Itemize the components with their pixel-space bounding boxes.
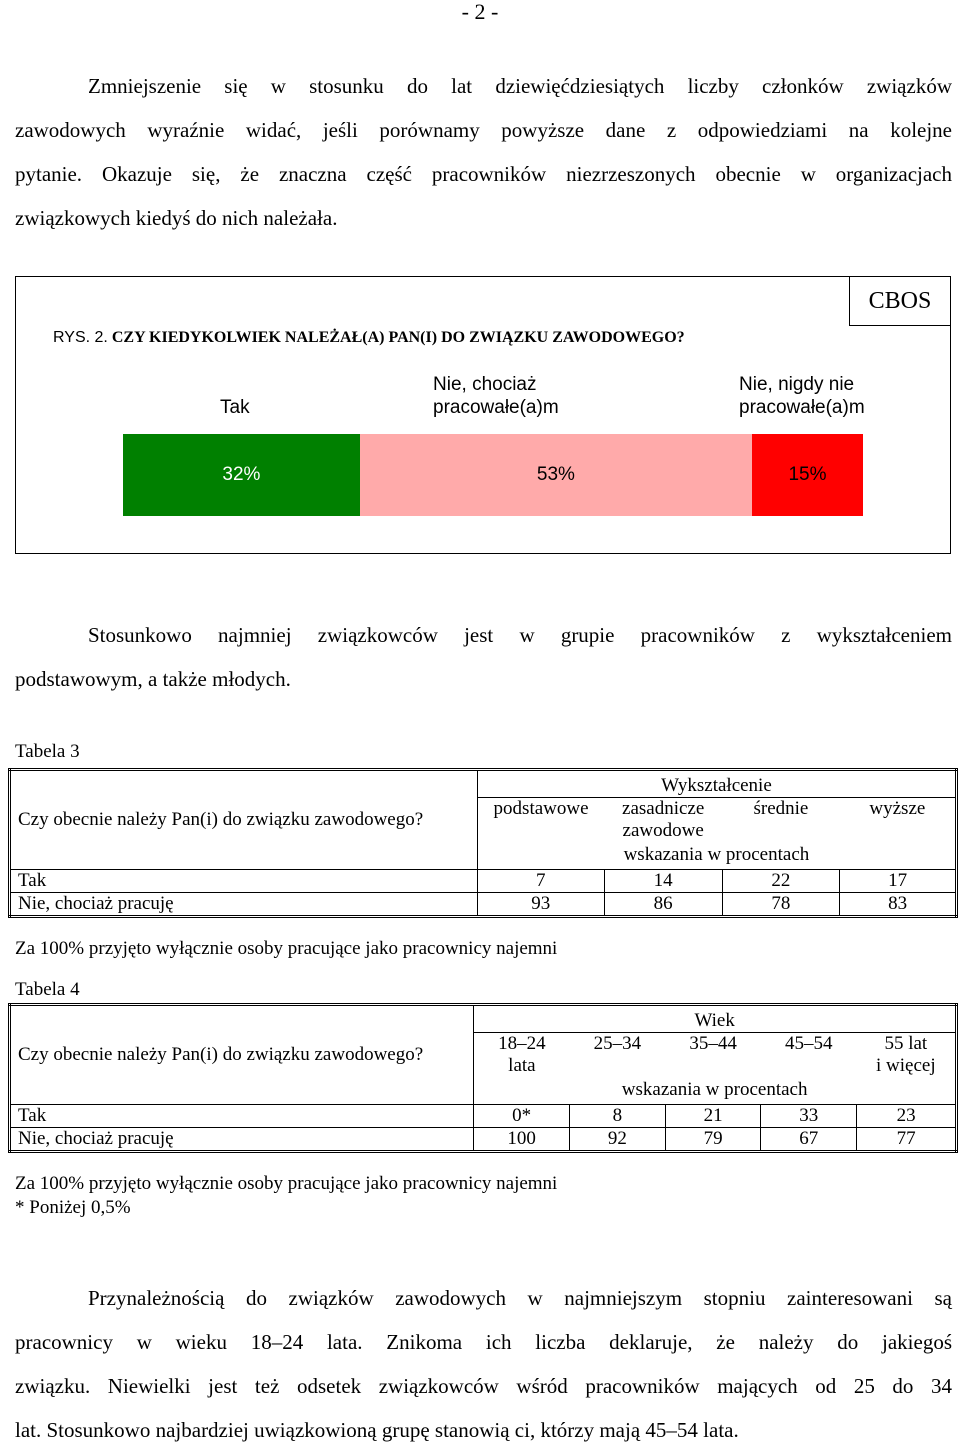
paragraph-line: pracownicy w wieku 18–24 lata. Znikoma ich liczba deklaruje, że należy do jakiegoś [15, 1330, 952, 1354]
footnote-line: * Poniżej 0,5% [15, 1197, 131, 1218]
table4-question: Czy obecnie należy Pan(i) do związku zawodowego? [10, 1005, 474, 1105]
col-header-line: średnie [753, 798, 809, 819]
table4-note [15, 1172, 557, 1220]
table4-col-header [857, 1033, 957, 1078]
table3-cell: 17 [840, 870, 957, 893]
table4-cell: 23 [857, 1105, 957, 1128]
bar-segment-nie-chociaz [360, 434, 752, 516]
col-header-line: 18–24 [498, 1033, 546, 1054]
table4-col-header [570, 1033, 666, 1078]
bar-value-label: 53% [536, 464, 575, 485]
table3-cell: 86 [604, 893, 722, 917]
col-header-line: i więcej [876, 1055, 936, 1076]
table3-cell: 22 [722, 870, 840, 893]
table3-cell: 14 [604, 870, 722, 893]
paragraph-line: związku. Niewielki jest też odsetek związkowców wśród pracowników mających od 25 do 34 [15, 1374, 952, 1398]
legend-item-tak [220, 373, 250, 419]
paragraph-education-age [15, 613, 952, 701]
col-header-line: 55 lat [884, 1033, 928, 1054]
paragraph-line: lat. Stosunkowo najbardziej uwiązkowioną grupę stanowią ci, którzy mają 45–54 lata. [15, 1418, 739, 1442]
legend-line: Nie, chociaż [433, 374, 537, 395]
table3-col-header [604, 798, 722, 843]
paragraph-young-workers [15, 1276, 952, 1452]
table3-row-label: Nie, chociaż pracuję [10, 893, 478, 917]
table4-cell: 0* [474, 1105, 570, 1128]
paragraph-line: pytanie. Okazuje się, że znaczna część pracowników niezrzeszonych obecnie w organizacjach [15, 162, 952, 186]
paragraph-line: zawodowych wyraźnie widać, jeśli porównamy powyższe dane z odpowiedziami na kolejne [15, 118, 952, 142]
table4-unit-header: wskazania w procentach [474, 1077, 957, 1105]
col-header-line: lata [508, 1055, 536, 1076]
figure-title [53, 329, 685, 347]
table4-cell: 33 [761, 1105, 857, 1128]
paragraph-line: Stosunkowo najmniej związkowców jest w grupie pracowników z wykształceniem [88, 623, 952, 647]
table3-question: Czy obecnie należy Pan(i) do związku zawodowego? [10, 770, 478, 870]
table3-cell: 83 [840, 893, 957, 917]
table4-group-header: Wiek [474, 1005, 957, 1033]
figure-label: RYS. 2. [53, 329, 108, 346]
table3-row-label: Tak [10, 870, 478, 893]
bar-value-label: 15% [788, 464, 827, 485]
col-header-line: wyższe [869, 798, 926, 819]
bar-value-label: 32% [222, 464, 261, 485]
legend-line [220, 373, 250, 396]
table3-label: Tabela 3 [15, 741, 80, 762]
col-header-line: 45–54 [785, 1033, 833, 1054]
bar-segment-tak [123, 434, 360, 516]
paragraph-line: podstawowym, a także młodych. [15, 667, 291, 691]
table3-unit-header: wskazania w procentach [477, 842, 956, 870]
legend-item-nie-nigdy [739, 373, 865, 419]
table3-cell: 7 [477, 870, 604, 893]
figure-union-membership [15, 276, 951, 554]
table3-col-header [840, 798, 957, 843]
figure-question: CZY KIEDYKOLWIEK NALEŻAŁ(A) PAN(I) DO ZWIĄZKU ZAWODOWEGO? [111, 329, 685, 346]
paragraph-line: związkowych kiedyś do nich należała. [15, 206, 338, 230]
paragraph-line: Przynależnością do związków zawodowych w najmniejszym stopniu zainteresowani są [88, 1286, 952, 1310]
table4-row-label: Nie, chociaż pracuję [10, 1128, 474, 1152]
table3-col-header [722, 798, 840, 843]
table-age [8, 1003, 958, 1153]
paragraph-line: Zmniejszenie się w stosunku do lat dziewięćdziesiątych liczby członków związków [88, 74, 952, 98]
table4-col-header [474, 1033, 570, 1078]
source-badge: CBOS [849, 276, 951, 326]
table4-cell: 92 [570, 1128, 666, 1152]
bar-segment-nie-nigdy [752, 434, 863, 516]
col-header-line: podstawowe [493, 798, 589, 819]
col-header-line: zasadnicze [622, 798, 705, 819]
legend-item-nie-chociaz [433, 373, 559, 419]
table4-label: Tabela 4 [15, 979, 80, 1000]
legend-line: pracowałe(a)m [739, 397, 865, 418]
col-header-line: 35–44 [689, 1033, 737, 1054]
table4-cell: 8 [570, 1105, 666, 1128]
table4-cell: 67 [761, 1128, 857, 1152]
note-line: Za 100% przyjęto wyłącznie osoby pracujące jako pracownicy najemni [15, 1173, 558, 1194]
paragraph-intro [15, 64, 952, 240]
table4-cell: 21 [665, 1105, 761, 1128]
table4-cell: 79 [665, 1128, 761, 1152]
legend-line: pracowałe(a)m [433, 397, 559, 418]
col-header-line: 25–34 [593, 1033, 642, 1054]
table3-note: Za 100% przyjęto wyłącznie osoby pracujące jako pracownicy najemni [15, 938, 558, 959]
table3-col-header [477, 798, 604, 843]
table3-group-header: Wykształcenie [477, 770, 956, 798]
table4-row-label: Tak [10, 1105, 474, 1128]
table4-col-header [665, 1033, 761, 1078]
table4-cell: 100 [474, 1128, 570, 1152]
table4-col-header [761, 1033, 857, 1078]
legend-line: Nie, nigdy nie [739, 374, 855, 395]
table4-cell: 77 [857, 1128, 957, 1152]
legend-line: Tak [220, 397, 250, 418]
table3-cell: 93 [477, 893, 604, 917]
table-education [8, 768, 958, 918]
table3-cell: 78 [722, 893, 840, 917]
page-number: - 2 - [461, 0, 499, 24]
col-header-line: zawodowe [622, 820, 704, 841]
